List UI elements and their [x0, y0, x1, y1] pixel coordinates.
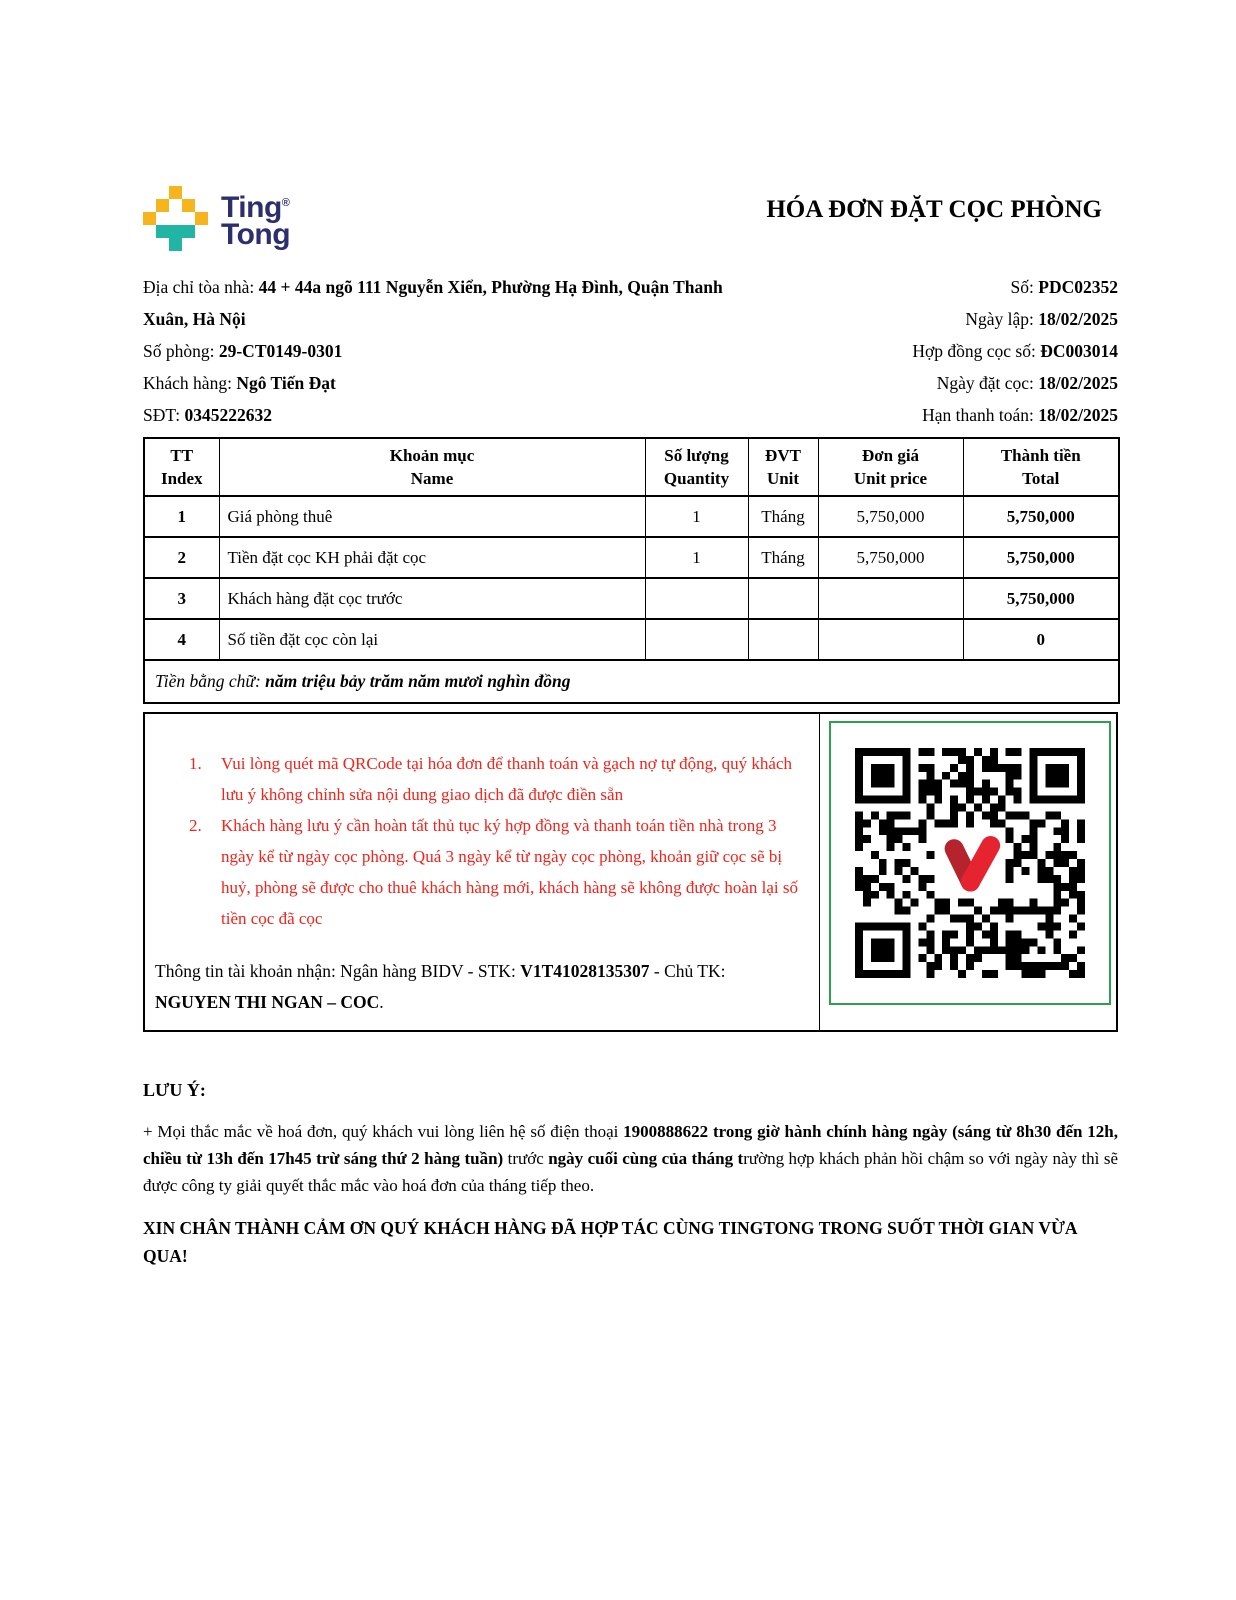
logo-pixel — [195, 212, 208, 225]
room-number-label: Số phòng: — [143, 341, 219, 361]
row-unit-price: 5,750,000 — [818, 496, 963, 537]
row-total: 5,750,000 — [963, 537, 1119, 578]
col-header-index — [144, 438, 219, 496]
bank-account-info — [155, 956, 805, 1018]
col-header-unit-price-en: Unit price — [853, 469, 928, 488]
thank-you-message: XIN CHÂN THÀNH CẢM ƠN QUÝ KHÁCH HÀNG ĐÃ HỢP TÁC CÙNG TINGTONG TRONG SUỐT THỜI GIAN VỪA QUA! — [143, 1218, 1077, 1266]
logo-pixel — [182, 199, 195, 212]
row-quantity — [645, 578, 748, 619]
row-total: 5,750,000 — [963, 496, 1119, 537]
phone-label: SĐT: — [143, 405, 185, 425]
table-row — [144, 537, 1119, 578]
logo-pixel — [156, 199, 169, 212]
bank-account-holder: NGUYEN THI NGAN – COC — [155, 992, 380, 1012]
issue-date-label: Ngày lập: — [965, 309, 1039, 329]
row-unit — [748, 619, 818, 660]
table-row — [144, 496, 1119, 537]
logo-pixel — [169, 238, 182, 251]
col-header-total — [963, 438, 1119, 496]
col-header-unit-price — [818, 438, 963, 496]
contact-deadline: ngày cuối cùng của tháng t — [548, 1149, 744, 1168]
customer-name-line — [143, 367, 725, 399]
deposit-date-value: 18/02/2025 — [1038, 373, 1118, 393]
tingtong-logo-icon — [143, 186, 208, 251]
row-index: 3 — [144, 578, 219, 619]
invoice-number-value: PDC02352 — [1038, 277, 1118, 297]
row-unit-price — [818, 578, 963, 619]
notice-heading: LƯU Ý: — [143, 1080, 206, 1100]
deposit-contract-value: ĐC003014 — [1040, 341, 1118, 361]
invoice-number-line — [912, 271, 1118, 303]
payment-qr-code-icon — [855, 748, 1085, 978]
wordmark-tong: Tong — [221, 217, 291, 251]
col-header-quantity — [645, 438, 748, 496]
row-quantity — [645, 619, 748, 660]
col-header-total-vi: Thành tiền — [1000, 446, 1081, 465]
amount-in-words — [144, 660, 1119, 703]
due-date-line — [912, 399, 1118, 431]
row-index: 1 — [144, 496, 219, 537]
invoice-header — [143, 186, 1118, 251]
row-unit-price: 5,750,000 — [818, 537, 963, 578]
bank-account-number: V1T41028135307 — [520, 961, 650, 981]
table-row — [144, 578, 1119, 619]
amount-in-words-value: năm triệu bảy trăm năm mươi nghìn đồng — [265, 671, 571, 691]
bank-info-mid: - Chủ TK: — [649, 961, 726, 981]
deposit-contract-line — [912, 335, 1118, 367]
contact-hotline-hours: 1900888622 trong giờ hành chính hàng ngày (sáng từ 8h30 đến 12h, chiều từ 13h đến 17h45 trừ sáng thứ 2 hàng tuần) — [143, 1122, 1118, 1168]
tingtong-logo — [143, 186, 290, 251]
col-header-unit-price-vi: Đơn giá — [861, 446, 920, 465]
due-date-value: 18/02/2025 — [1038, 405, 1118, 425]
issue-date-value: 18/02/2025 — [1038, 309, 1118, 329]
list-item — [189, 810, 801, 934]
qr-frame — [829, 721, 1111, 1005]
customer-info — [143, 271, 725, 431]
row-unit: Tháng — [748, 537, 818, 578]
col-header-unit-en: Unit — [766, 469, 800, 488]
deposit-date-label: Ngày đặt cọc: — [936, 373, 1039, 393]
wordmark-line-1 — [221, 190, 290, 224]
building-address-label: Địa chỉ tòa nhà: — [143, 277, 259, 297]
phone-value: 0345222632 — [184, 405, 272, 425]
row-unit: Tháng — [748, 496, 818, 537]
table-row — [144, 619, 1119, 660]
payment-notes-box — [143, 712, 1118, 1032]
amount-in-words-row — [144, 660, 1119, 703]
building-address-value: 44 + 44a ngõ 111 Nguyễn Xiển, Phường Hạ Đình, Quận Thanh Xuân, Hà Nội — [143, 277, 723, 329]
contact-text-3: rường hợp khách phản hồi chậm so với ngày này thì sẽ được công ty giải quyết thắc mắc vào hoá đơn của tháng tiếp theo. — [143, 1149, 1118, 1195]
col-header-unit-vi: ĐVT — [765, 446, 801, 465]
col-header-index-en: Index — [160, 469, 203, 488]
footer-notes — [143, 1080, 1118, 1270]
payment-notes — [145, 714, 820, 1030]
col-header-name-en: Name — [410, 469, 454, 488]
list-item-text: Khách hàng lưu ý cần hoàn tất thủ tục ký hợp đồng và thanh toán tiền nhà trong 3 ngày kể từ ngày cọc phòng. Quá 3 ngày kể từ ngày cọc phòng, khoản giữ cọc sẽ bị huỷ, phòng sẽ được cho thuê khách hàng mới, khách hàng sẽ không được hoàn lại số tiền cọc đã cọc — [221, 816, 798, 928]
deposit-contract-label: Hợp đồng cọc số: — [912, 341, 1041, 361]
red-v-heart-icon — [954, 846, 990, 882]
customer-name-value: Ngô Tiến Đạt — [236, 373, 336, 393]
logo-pixel — [169, 225, 182, 238]
col-header-unit — [748, 438, 818, 496]
row-item-name: Tiền đặt cọc KH phải đặt cọc — [219, 537, 645, 578]
bank-info-period: . — [379, 992, 384, 1012]
invoice-page — [143, 0, 1118, 1270]
col-header-name — [219, 438, 645, 496]
col-header-quantity-vi: Số lượng — [664, 446, 729, 465]
red-warning-list — [189, 748, 801, 934]
col-header-total-en: Total — [1022, 469, 1060, 488]
table-header-row — [144, 438, 1119, 496]
list-item-number: 1. — [189, 754, 202, 773]
wordmark-ting: Ting — [221, 190, 282, 224]
contact-text-2: trước — [503, 1149, 549, 1168]
invoice-number-label: Số: — [1010, 277, 1039, 297]
due-date-label: Hạn thanh toán: — [922, 405, 1039, 425]
list-item-text: Vui lòng quét mã QRCode tại hóa đơn để thanh toán và gạch nợ tự động, quý khách lưu ý không chỉnh sửa nội dung giao dịch đã được điền sẵn — [221, 754, 793, 804]
row-total: 5,750,000 — [963, 578, 1119, 619]
row-index: 2 — [144, 537, 219, 578]
logo-pixel — [156, 225, 169, 238]
customer-name-label: Khách hàng: — [143, 373, 237, 393]
row-quantity: 1 — [645, 537, 748, 578]
deposit-date-line — [912, 367, 1118, 399]
room-number-value: 29-CT0149-0301 — [218, 341, 343, 361]
list-item-number: 2. — [189, 816, 202, 835]
issue-date-line — [912, 303, 1118, 335]
qr-cell — [820, 714, 1116, 1030]
col-header-quantity-en: Quantity — [663, 469, 730, 488]
row-item-name: Giá phòng thuê — [219, 496, 645, 537]
logo-pixel — [182, 225, 195, 238]
logo-pixel — [169, 186, 182, 199]
row-total: 0 — [963, 619, 1119, 660]
invoice-meta — [912, 271, 1118, 431]
col-header-index-vi: TT — [170, 446, 194, 465]
row-index: 4 — [144, 619, 219, 660]
row-quantity: 1 — [645, 496, 748, 537]
registered-mark: ® — [281, 196, 290, 209]
tingtong-wordmark — [221, 190, 291, 251]
bank-info-prefix: Thông tin tài khoản nhận: Ngân hàng BIDV - STK: — [155, 961, 521, 981]
row-unit — [748, 578, 818, 619]
contact-paragraph — [143, 1118, 1118, 1199]
logo-pixel — [143, 212, 156, 225]
row-item-name: Số tiền đặt cọc còn lại — [219, 619, 645, 660]
items-table — [143, 437, 1120, 704]
room-number-line — [143, 335, 725, 367]
list-item — [189, 748, 801, 810]
row-item-name: Khách hàng đặt cọc trước — [219, 578, 645, 619]
invoice-info — [143, 271, 1118, 431]
invoice-title: HÓA ĐƠN ĐẶT CỌC PHÒNG — [766, 196, 1102, 223]
contact-text-1: + Mọi thắc mắc về hoá đơn, quý khách vui lòng liên hệ số điện thoại — [143, 1122, 624, 1141]
phone-line — [143, 399, 725, 431]
amount-in-words-label: Tiền bằng chữ: — [155, 671, 266, 691]
row-unit-price — [818, 619, 963, 660]
building-address-line — [143, 271, 725, 335]
col-header-name-vi: Khoản mục — [389, 446, 475, 465]
